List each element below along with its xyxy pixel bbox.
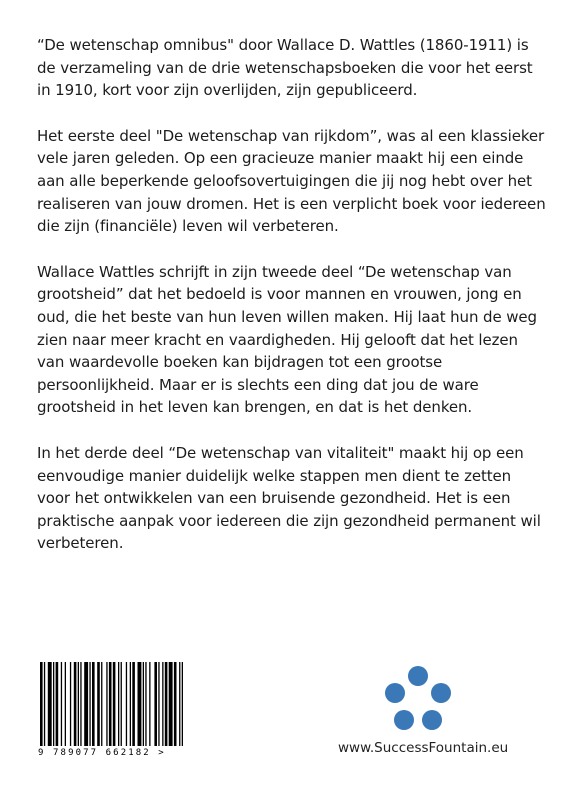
paragraph-vitaliteit: In het derde deel “De wetenschap van vitaliteit" maakt hij op een eenvoudige manier duidelijk welke stappen men dient te zetten voor het ontwikkelen van een bruisende gezondheid. Het is een praktische aanpak voor iedereen die zijn gezondheid permanent wil verbeteren.	[37, 443, 541, 553]
paragraph-grootsheid: Wallace Wattles schrijft in zijn tweede deel “De wetenschap van grootsheid” dat het bedoeld is voor mannen en vrouwen, jong en oud, die het beste van hun leven willen maken. Hij laat hun de weg zien naar meer kracht en vaardigheden. Hij gelooft dat het lezen van waardevolle boeken kan bijdragen tot een grootse persoonlijkheid. Maar er is slechts een ding dat jou de ware grootsheid in het leven kan brengen, en dat is het denken.	[37, 262, 537, 417]
barcode-bar	[162, 662, 163, 746]
barcode-bar	[106, 662, 107, 746]
barcode-bar	[118, 662, 119, 746]
barcode-bar	[149, 662, 150, 746]
paragraph-intro: “De wetenschap omnibus" door Wallace D. Wattles (1860-1911) is de verzameling van de drie wetenschapsboeken die voor het eerst in 1910, kort voor zijn overlijden, zijn gepubliceerd.	[37, 36, 533, 100]
description-text	[37, 34, 547, 578]
flower-logo-icon	[378, 660, 458, 740]
barcode-bar	[61, 662, 62, 746]
barcode-bar	[78, 662, 79, 746]
barcode-bar	[84, 662, 88, 746]
paragraph-rijkdom: Het eerste deel "De wetenschap van rijkdom”, was al een klassieker vele jaren geleden. Op een gracieuze manier maakt hij een einde aan alle beperkende geloofsovertuigingen die jij nog hebt over het realiseren van jouw dromen. Het is een verplicht boek voor iedereen die zijn (financiële) leven wil verbeteren.	[37, 126, 546, 236]
barcode-bar	[165, 662, 168, 746]
barcode-bar	[65, 662, 66, 746]
barcode-bars	[38, 662, 188, 748]
barcode-bar	[174, 662, 177, 746]
barcode-bar	[113, 662, 116, 746]
barcode-bar	[101, 662, 102, 746]
barcode-bar	[143, 662, 144, 746]
barcode-bar	[132, 662, 135, 746]
barcode-bar	[126, 662, 127, 746]
barcode-bar	[48, 662, 52, 746]
barcode-bar	[179, 662, 180, 746]
barcode-bar	[138, 662, 142, 746]
barcode-bar	[89, 662, 90, 746]
barcode-bar	[145, 662, 146, 746]
barcode-bar	[44, 662, 45, 746]
barcode-bar	[70, 662, 71, 746]
barcode-bar	[92, 662, 95, 746]
barcode-bar	[74, 662, 77, 746]
barcode-bar	[80, 662, 81, 746]
barcode-bar	[130, 662, 131, 746]
barcode-bar	[53, 662, 54, 746]
barcode-bar	[56, 662, 59, 746]
barcode-bar	[109, 662, 112, 746]
barcode-number: 9 789077 662182 >	[38, 748, 166, 758]
barcode-bar	[40, 662, 43, 746]
isbn-barcode	[38, 662, 188, 762]
website-url: www.SuccessFountain.eu	[338, 740, 509, 756]
barcode-bar	[182, 662, 183, 746]
barcode-bar	[154, 662, 157, 746]
barcode-bar	[121, 662, 122, 746]
barcode-bar	[158, 662, 159, 746]
barcode-bar	[169, 662, 173, 746]
barcode-bar	[97, 662, 100, 746]
